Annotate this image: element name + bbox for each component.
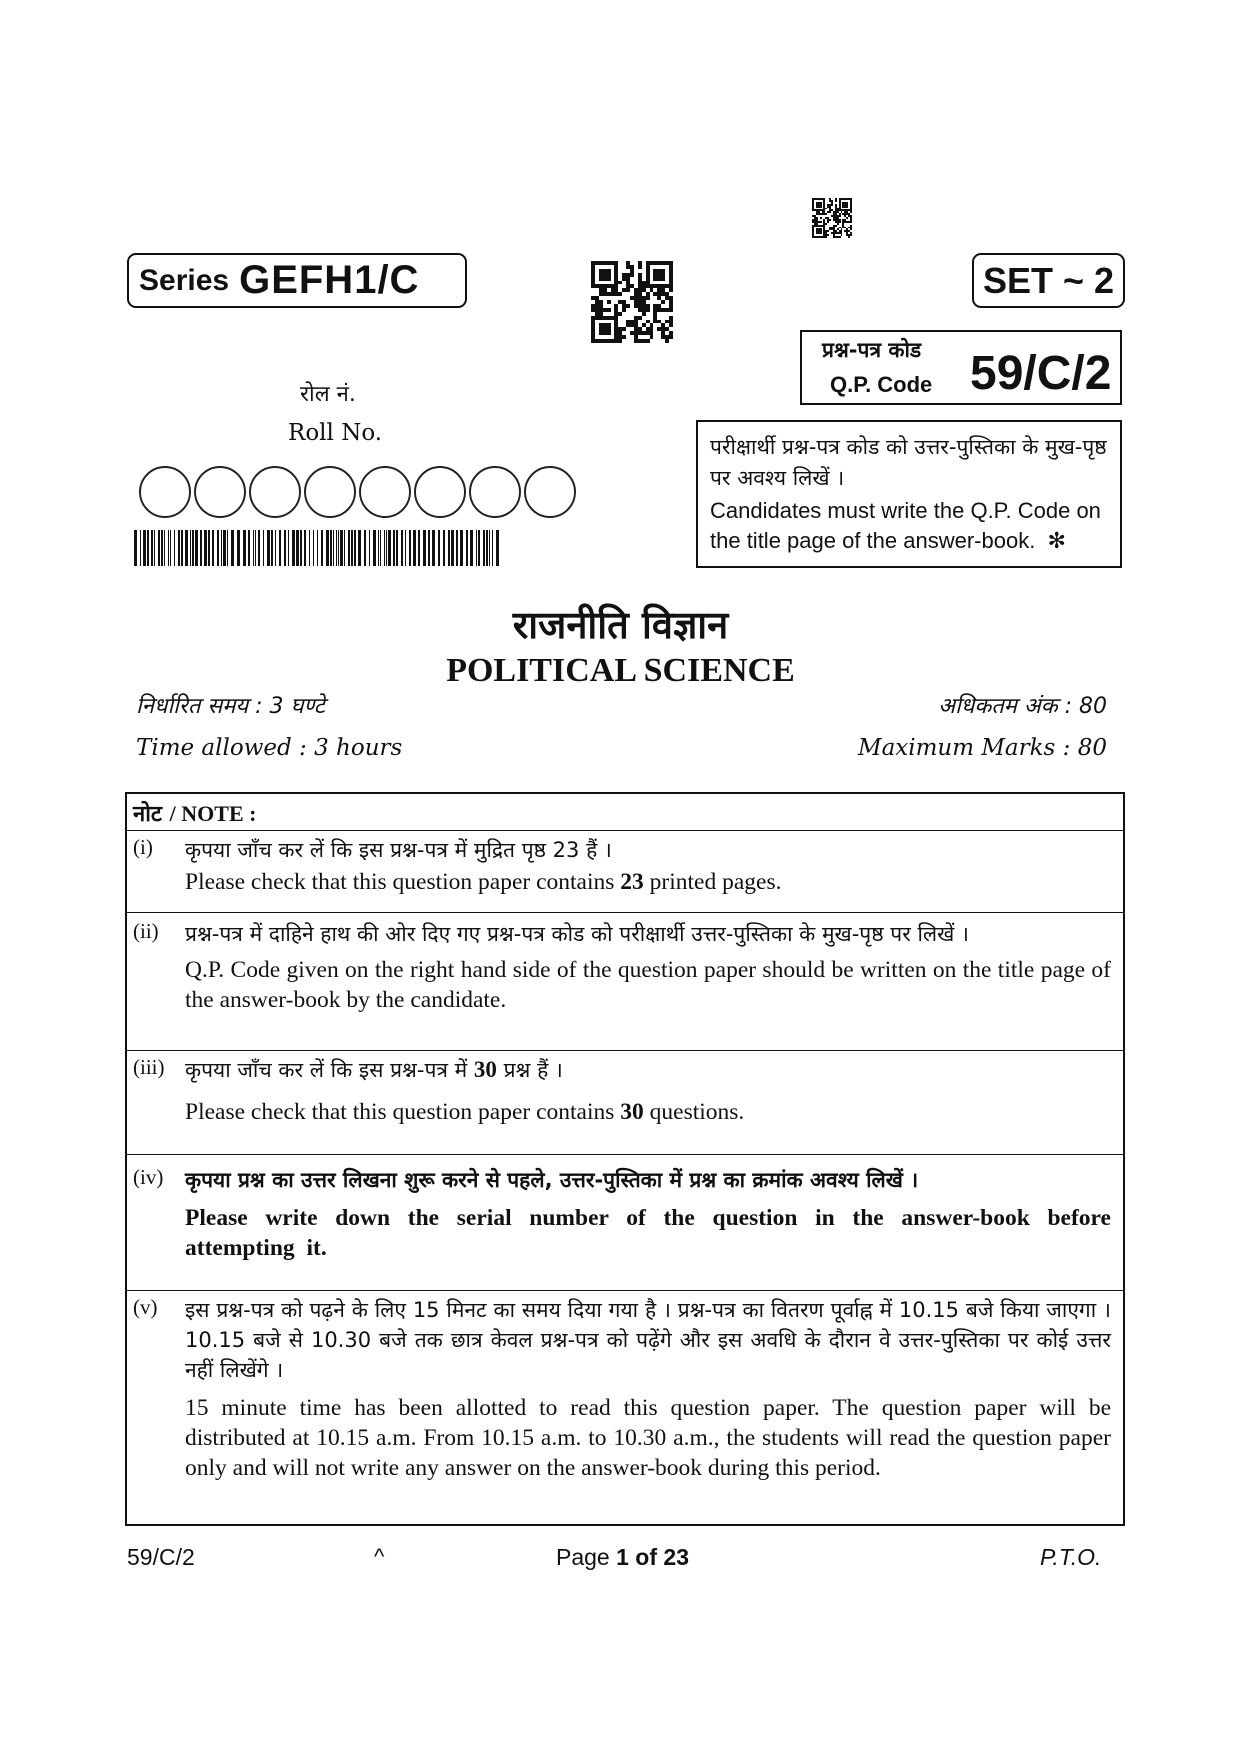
time-allowed-hindi: निर्धारित समय : 3 घण्टे [136, 694, 325, 719]
note-heading-hindi: नोट [133, 802, 162, 827]
barcode [134, 530, 502, 566]
note-item-hindi: कृपया जाँच कर लें कि इस प्रश्न-पत्र में 30 प्रश्न हैं । [185, 1057, 563, 1082]
qp-code-label-hindi: प्रश्न-पत्र कोड [822, 338, 922, 362]
qp-code-label: Q.P. Code [830, 372, 933, 397]
qp-code-box [800, 330, 1122, 405]
subject-title: POLITICAL SCIENCE [446, 652, 795, 689]
series-box [127, 253, 467, 308]
qr-code-small [812, 198, 852, 238]
note-item-number: (ii) [133, 919, 159, 943]
note-heading: नोट / NOTE : [133, 801, 257, 827]
instruction-english [710, 496, 1108, 556]
note-item-english: Please write down the serial number of the question in the answer-book before attempting it. [185, 1205, 1111, 1261]
qp-code-value: 59/C/2 [970, 347, 1112, 400]
note-item-hindi: इस प्रश्न-पत्र को पढ़ने के लिए 15 मिनट का समय दिया गया है । प्रश्न-पत्र का वितरण पूर्वाह्न में 10.15 बजे किया जाएगा । 10.15 बजे से 10.30 बजे तक छात्र केवल प्रश्न-पत्र को पढ़ेंगे और इस अवधि के दौरान वे उत्तर-पुस्तिका पर कोई उत्तर नहीं लिखेंगे । [185, 1298, 1111, 1382]
note-item-number: (v) [133, 1295, 158, 1319]
instruction-hindi: परीक्षार्थी प्रश्न-पत्र कोड को उत्तर-पुस्तिका के मुख-पृष्ठ पर अवश्य लिखें । [710, 435, 1107, 490]
note-item-3 [127, 1050, 1123, 1154]
instruction-mark: ✻ [1047, 528, 1066, 553]
note-table [125, 792, 1125, 1526]
footer-page-number: Page 1 of 23 [556, 1544, 689, 1570]
roll-no-label: Roll No. [288, 420, 383, 446]
footer-qp-code: 59/C/2 [127, 1544, 195, 1570]
roll-no-digit-box [304, 466, 356, 518]
time-allowed: Time allowed : 3 hours [136, 735, 403, 761]
set-box: SET ~ 2 [972, 253, 1125, 308]
note-item-hindi: कृपया प्रश्न का उत्तर लिखना शुरू करने से पहले, उत्तर-पुस्तिका में प्रश्न का क्रमांक अवश्य लिखें । [185, 1168, 919, 1192]
note-item-2 [127, 912, 1123, 1050]
series-value: GEFH1/C [239, 258, 420, 302]
note-item-english: Q.P. Code given on the right hand side of the question paper should be written on the title page of the answer-book by the candidate. [185, 957, 1111, 1013]
roll-no-digit-box [524, 466, 576, 518]
roll-no-label-hindi: रोल नं. [300, 382, 356, 407]
subject-title-hindi: राजनीति विज्ञान [512, 603, 729, 647]
note-item-english: 15 minute time has been allotted to read this question paper. The question paper will be distributed at 10.15 a.m. From 10.15 a.m. to 10.30 a.m., the students will read the question paper only and will not write any answer on the answer-book during this period. [185, 1395, 1111, 1481]
series-label: Series [139, 263, 230, 297]
note-item-1 [127, 830, 1123, 912]
note-heading-english: NOTE : [181, 801, 257, 826]
note-item-5 [127, 1290, 1123, 1524]
roll-no-digit-box [469, 466, 521, 518]
instruction-english-text: Candidates must write the Q.P. Code on the title page of the answer-book. [710, 498, 1101, 553]
roll-no-digit-box [249, 466, 301, 518]
note-item-hindi: प्रश्न-पत्र में दाहिने हाथ की ओर दिए गए प्रश्न-पत्र कोड को परीक्षार्थी उत्तर-पुस्तिका के मुख-पृष्ठ पर लिखें । [185, 922, 969, 946]
max-marks-hindi: अधिकतम अंक : 80 [938, 694, 1107, 719]
note-item-english: Please check that this question paper contains 23 printed pages. [185, 869, 782, 895]
note-item-hindi: कृपया जाँच कर लें कि इस प्रश्न-पत्र में मुद्रित पृष्ठ 23 हैं । [185, 838, 612, 862]
footer-caret: ^ [374, 1544, 385, 1569]
max-marks: Maximum Marks : 80 [858, 735, 1107, 761]
note-item-4 [127, 1154, 1123, 1290]
note-item-number: (i) [133, 835, 153, 859]
note-item-number: (iv) [133, 1165, 164, 1189]
roll-no-digit-box [139, 466, 191, 518]
roll-no-digit-box [194, 466, 246, 518]
footer-pto: P.T.O. [1040, 1544, 1102, 1570]
roll-no-digit-box [359, 466, 411, 518]
note-item-english: Please check that this question paper contains 30 questions. [185, 1099, 745, 1125]
candidate-instruction-box [696, 420, 1122, 568]
qr-code-large [591, 261, 673, 343]
note-item-number: (iii) [133, 1055, 165, 1079]
roll-no-digit-box [414, 466, 466, 518]
